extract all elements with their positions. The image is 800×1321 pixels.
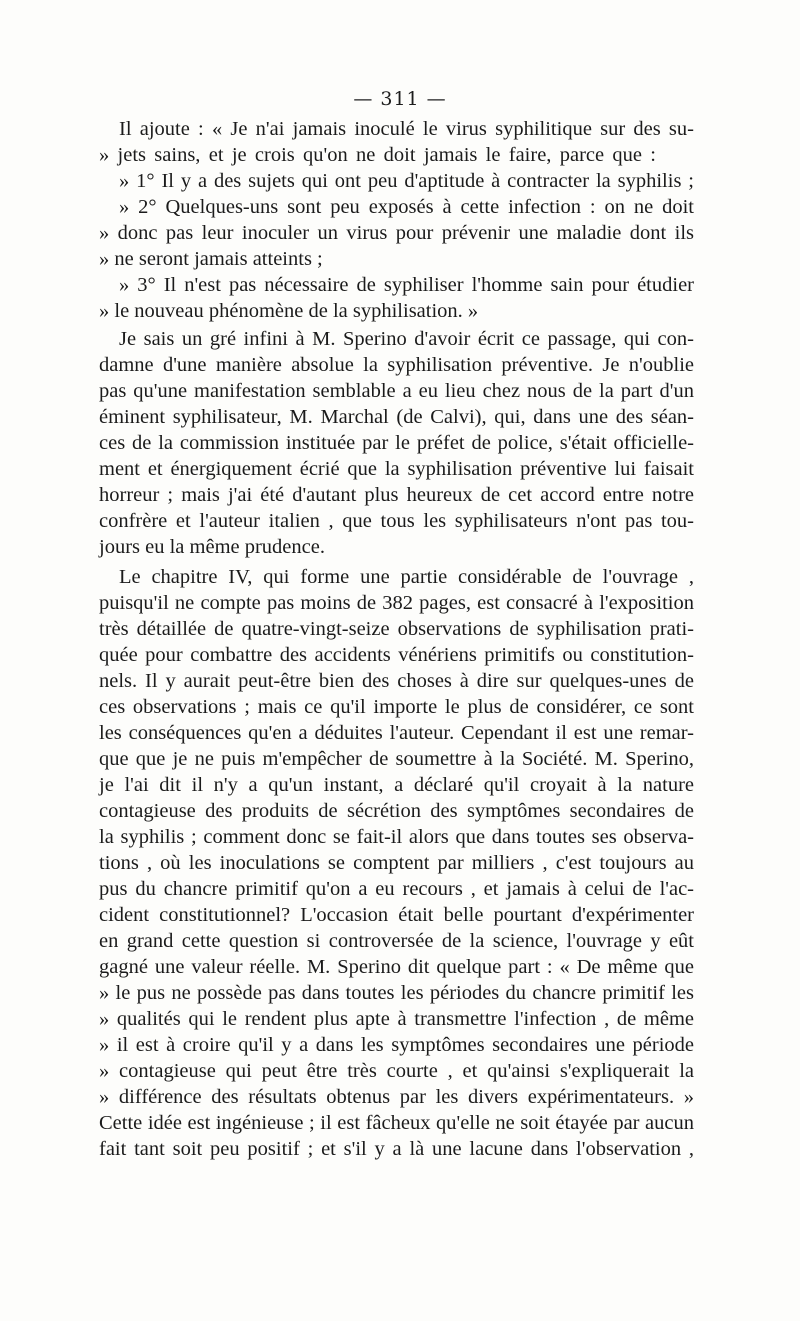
text-line: » qualités qui le rendent plus apte à transmettre l'infection , de même xyxy=(99,1008,694,1030)
text-line: puisqu'il ne compte pas moins de 382 pages, est consacré à l'exposition xyxy=(99,592,694,614)
text-line: nels. Il y aurait peut-être bien des choses à dire sur quelques-unes de xyxy=(99,670,694,692)
text-line: ces de la commission instituée par le préfet de police, s'était officielle- xyxy=(99,432,694,454)
page-number: — 311 — xyxy=(353,88,447,110)
text-line: éminent syphilisateur, M. Marchal (de Calvi), qui, dans une des séan- xyxy=(99,406,694,428)
text-line: pus du chancre primitif qu'on a eu recours , et jamais à celui de l'ac- xyxy=(99,878,694,900)
text-line: » jets sains, et je crois qu'on ne doit jamais le faire, parce que : xyxy=(99,144,656,166)
text-line: les conséquences qu'en a déduites l'auteur. Cependant il est une remar- xyxy=(99,722,694,744)
text-line: » le pus ne possède pas dans toutes les périodes du chancre primitif les xyxy=(99,982,694,1004)
text-line: cident constitutionnel? L'occasion était belle pourtant d'expérimenter xyxy=(99,904,694,926)
text-line: fait tant soit peu positif ; et s'il y a là une lacune dans l'observation , xyxy=(99,1138,694,1160)
text-line: » donc pas leur inoculer un virus pour prévenir une maladie dont ils xyxy=(99,222,694,244)
text-line: » ne seront jamais atteints ; xyxy=(99,248,323,270)
text-line: que que je ne puis m'empêcher de soumettre à la Société. M. Sperino, xyxy=(99,748,694,770)
text-line: Il ajoute : « Je n'ai jamais inoculé le virus syphilitique sur des su- xyxy=(119,118,694,140)
text-line: gagné une valeur réelle. M. Sperino dit quelque part : « De même que xyxy=(99,956,694,978)
text-line: la syphilis ; comment donc se fait-il alors que dans toutes ses observa- xyxy=(99,826,694,848)
text-line: très détaillée de quatre-vingt-seize observations de syphilisation prati- xyxy=(99,618,694,640)
text-line: jours eu la même prudence. xyxy=(99,536,325,558)
text-line: quée pour combattre des accidents vénériens primitifs ou constitution- xyxy=(99,644,694,666)
text-line: contagieuse des produits de sécrétion des symptômes secondaires de xyxy=(99,800,694,822)
text-line: » le nouveau phénomène de la syphilisation. » xyxy=(99,300,479,322)
text-line: » il est à croire qu'il y a dans les symptômes secondaires une période xyxy=(99,1034,694,1056)
text-line: » 1° Il y a des sujets qui ont peu d'aptitude à contracter la syphilis ; xyxy=(119,170,694,192)
text-line: pas qu'une manifestation semblable a eu lieu chez nous de la part d'un xyxy=(99,380,694,402)
text-line: ment et énergiquement écrié que la syphilisation préventive lui faisait xyxy=(99,458,694,480)
text-line: » 3° Il n'est pas nécessaire de syphiliser l'homme sain pour étudier xyxy=(119,274,694,296)
text-line: » 2° Quelques-uns sont peu exposés à cette infection : on ne doit xyxy=(119,196,694,218)
text-line: confrère et l'auteur italien , que tous les syphilisateurs n'ont pas tou- xyxy=(99,510,694,532)
text-line: tions , où les inoculations se comptent par milliers , c'est toujours au xyxy=(99,852,694,874)
text-line: ces observations ; mais ce qu'il importe le plus de considérer, ce sont xyxy=(99,696,694,718)
text-line: Je sais un gré infini à M. Sperino d'avoir écrit ce passage, qui con- xyxy=(119,328,694,350)
text-line: Cette idée est ingénieuse ; il est fâcheux qu'elle ne soit étayée par aucun xyxy=(99,1112,694,1134)
text-line: Le chapitre IV, qui forme une partie considérable de l'ouvrage , xyxy=(119,566,694,588)
text-line: horreur ; mais j'ai été d'autant plus heureux de cet accord entre notre xyxy=(99,484,694,506)
text-line: » contagieuse qui peut être très courte , et qu'ainsi s'expliquerait la xyxy=(99,1060,694,1082)
text-line: damne d'une manière absolue la syphilisation préventive. Je n'oublie xyxy=(99,354,694,376)
text-line: je l'ai dit il n'y a qu'un instant, a déclaré qu'il croyait à la nature xyxy=(99,774,694,796)
text-line: en grand cette question si controversée de la science, l'ouvrage y eût xyxy=(99,930,694,952)
text-line: » différence des résultats obtenus par les divers expérimentateurs. » xyxy=(99,1086,694,1108)
